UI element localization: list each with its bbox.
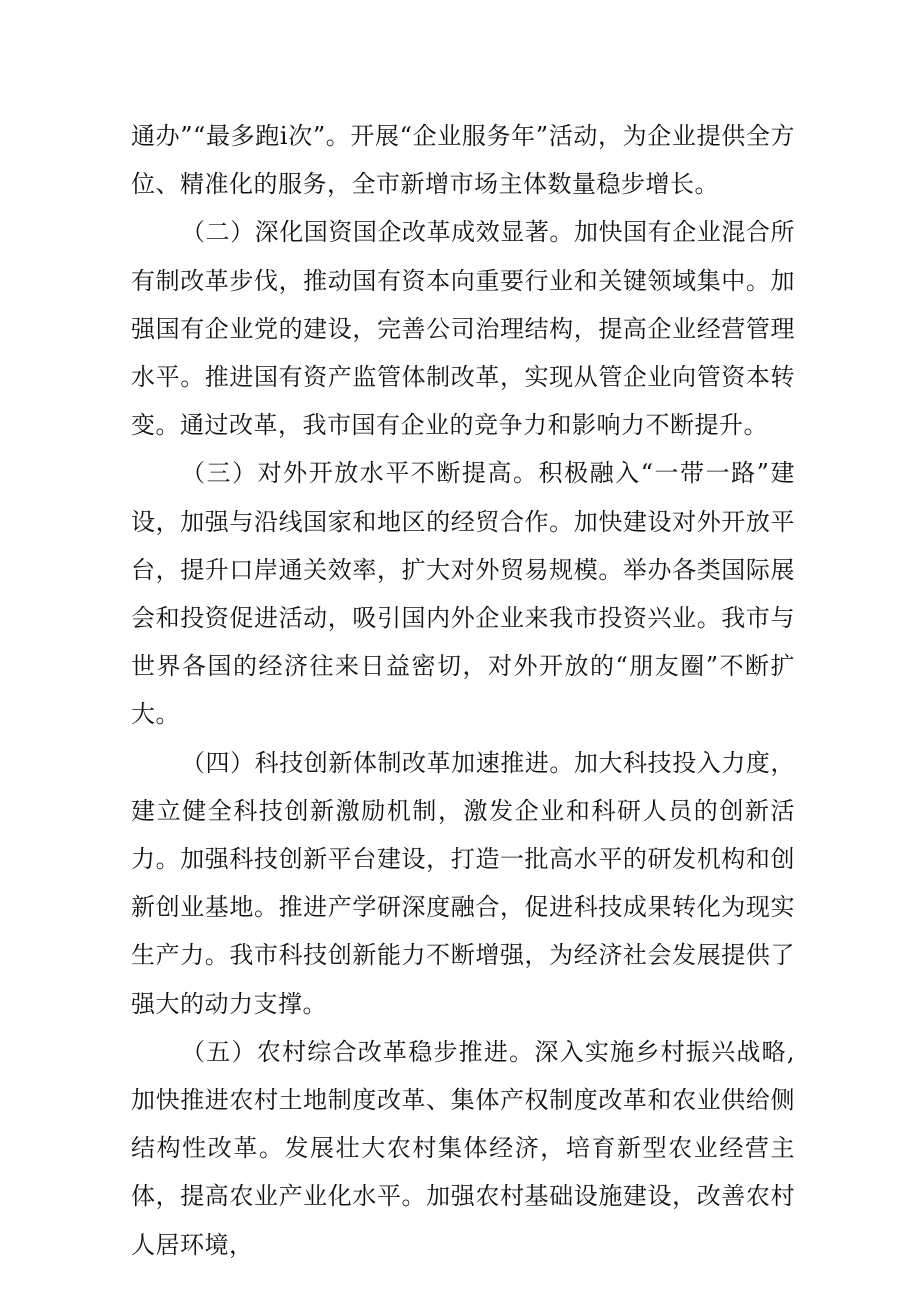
paragraph-opening-up: （三）对外开放水平不断提高。积极融入“一带一路”建设，加强与沿线国家和地区的经贸合作。加快建设对外开放平台，提升口岸通关效率，扩大对外贸易规模。举办各类国际展会和投资促进活动，吸引国内外企业来我市投资兴业。我市与世界各国的经济往来日益密切，对外开放的“朋友圈”不断扩大。 (131, 459, 795, 729)
paragraph-continuation: 通办”“最多跑i次”。开展“企业服务年”活动，为企业提供全方位、精准化的服务，全市新增市场主体数量稳步增长。 (131, 122, 795, 199)
paragraph-tech-innovation: （四）科技创新体制改革加速推进。加大科技投入力度，建立健全科技创新激励机制，激发企业和科研人员的创新活力。加强科技创新平台建设，打造一批高水平的研发机构和创新创业基地。推进产学研深度融合，促进科技成果转化为现实生产力。我市科技创新能力不断增强，为经济社会发展提供了强大的动力支撑。 (131, 748, 795, 1018)
paragraph-rural-reform: （五）农村综合改革稳步推进。深入实施乡村振兴战略,加快推进农村土地制度改革、集体产权制度改革和农业供给侧结构性改革。发展壮大农村集体经济，培育新型农业经营主体，提高农业产业化水平。加强农村基础设施建设，改善农村人居环境， (131, 1037, 795, 1259)
paragraph-state-enterprise-reform: （二）深化国资国企改革成效显著。加快国有企业混合所有制改革步伐，推动国有资本向重要行业和关键领域集中。加强国有企业党的建设，完善公司治理结构，提高企业经营管理水平。推进国有资产监管体制改革，实现从管企业向管资本转变。通过改革，我市国有企业的竞争力和影响力不断提升。 (131, 218, 795, 440)
document-body (131, 112, 795, 1269)
